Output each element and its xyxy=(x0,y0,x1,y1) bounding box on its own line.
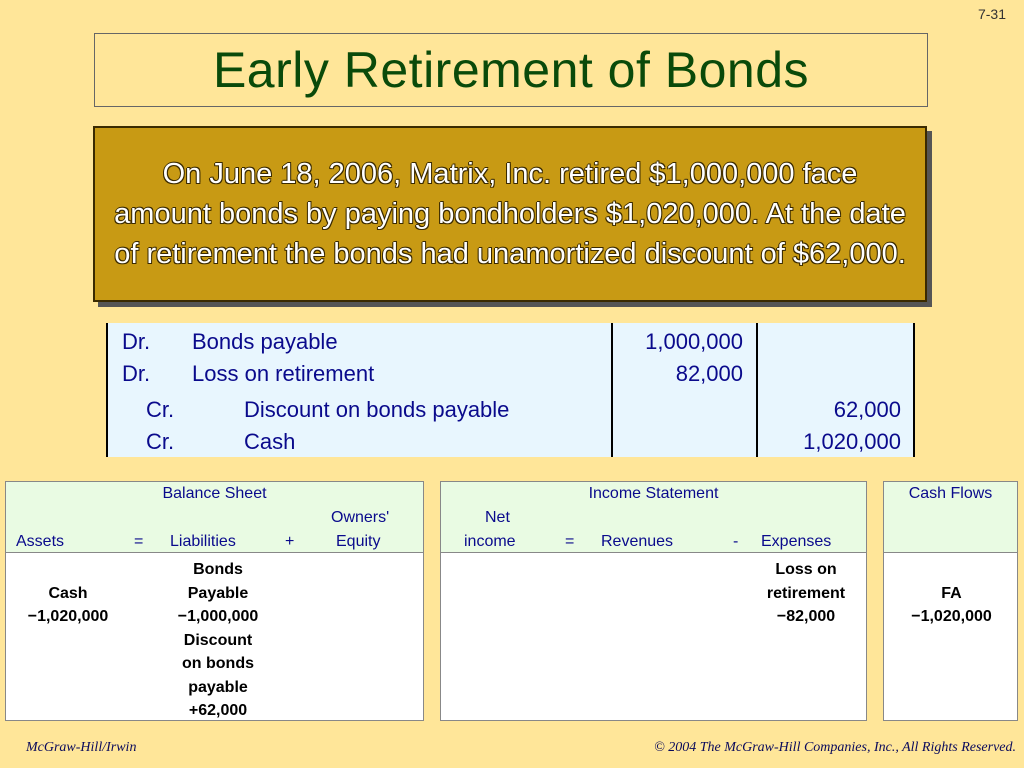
liabilities-cell: Bonds xyxy=(193,561,243,578)
equals-sign: = xyxy=(134,533,144,550)
debit-amount: 1,000,000 xyxy=(645,329,743,354)
equity-label: Equity xyxy=(336,533,381,550)
entry-type: Dr. xyxy=(122,361,151,386)
copyright-footer: © 2004 The McGraw-Hill Companies, Inc., All Rights Reserved. xyxy=(654,740,1016,755)
balance-sheet-header: Balance Sheet xyxy=(6,482,423,507)
liabilities-cell: on bonds xyxy=(182,655,254,672)
page-title: Early Retirement of Bonds xyxy=(212,42,810,98)
liabilities-label: Liabilities xyxy=(170,533,236,550)
expenses-cell: Loss on xyxy=(775,561,837,578)
expenses-column xyxy=(746,558,866,629)
assets-label: Assets xyxy=(16,533,65,550)
income-label: income xyxy=(464,533,516,550)
expenses-label: Expenses xyxy=(761,533,832,550)
cash-flows-cell: FA xyxy=(941,584,962,602)
entry-type: Cr. xyxy=(146,429,175,454)
owners-label: Owners' xyxy=(331,509,390,526)
account-name: Loss on retirement xyxy=(192,361,375,386)
scenario-text: On June 18, 2006, Matrix, Inc. retired $1,000,000 face amount bonds by paying bondholders $1,020,000. At the date of retirement the bonds had unamortized discount of $62,000. xyxy=(114,158,906,270)
credit-amount: 1,020,000 xyxy=(803,429,901,454)
expenses-cell: −82,000 xyxy=(776,608,836,625)
credit-amount: 62,000 xyxy=(833,397,901,422)
cash-flows-panel xyxy=(883,481,1018,721)
liabilities-cell: Discount xyxy=(183,631,253,649)
income-statement-panel xyxy=(440,481,867,721)
account-name: Discount on bonds payable xyxy=(244,397,510,422)
liabilities-cell: +62,000 xyxy=(188,702,248,719)
revenues-label: Revenues xyxy=(601,533,674,550)
journal-row xyxy=(108,357,913,389)
plus-sign: + xyxy=(285,533,295,550)
entry-type: Dr. xyxy=(122,329,151,354)
account-name: Bonds payable xyxy=(192,329,338,354)
journal-row xyxy=(108,325,913,357)
liabilities-cell: payable xyxy=(188,678,248,696)
liabilities-cell: Payable xyxy=(187,584,249,602)
net-label: Net xyxy=(485,509,510,526)
equals-sign: = xyxy=(565,533,575,550)
journal-entry xyxy=(106,323,915,457)
journal-row xyxy=(108,425,913,457)
income-statement-body xyxy=(441,552,866,720)
account-name: Cash xyxy=(244,429,296,454)
cash-flows-body xyxy=(884,552,1017,720)
assets-cell: −1,020,000 xyxy=(27,608,109,625)
scenario-box xyxy=(93,126,927,302)
minus-sign: - xyxy=(733,533,739,550)
cash-flows-cell: −1,020,000 xyxy=(911,608,992,625)
slide-number: 7-31 xyxy=(977,6,1006,22)
balance-sheet-panel xyxy=(5,481,424,721)
liabilities-column xyxy=(156,558,280,723)
entry-type: Cr. xyxy=(146,397,175,422)
cash-flows-column xyxy=(884,558,1019,629)
balance-sheet-equation xyxy=(6,506,423,553)
debit-amount: 82,000 xyxy=(675,361,743,386)
assets-cell: Cash xyxy=(48,584,88,602)
expenses-cell: retirement xyxy=(766,584,846,602)
journal-row xyxy=(108,393,913,425)
assets-column xyxy=(6,558,130,629)
income-statement-header: Income Statement xyxy=(441,482,866,507)
balance-sheet-body xyxy=(6,552,423,720)
liabilities-cell: −1,000,000 xyxy=(177,608,259,625)
cash-flows-header: Cash Flows xyxy=(884,482,1017,507)
cash-flows-equation xyxy=(884,506,1017,553)
publisher-footer: McGraw-Hill/Irwin xyxy=(26,740,137,755)
income-statement-equation xyxy=(441,506,866,553)
title-box xyxy=(94,33,928,107)
